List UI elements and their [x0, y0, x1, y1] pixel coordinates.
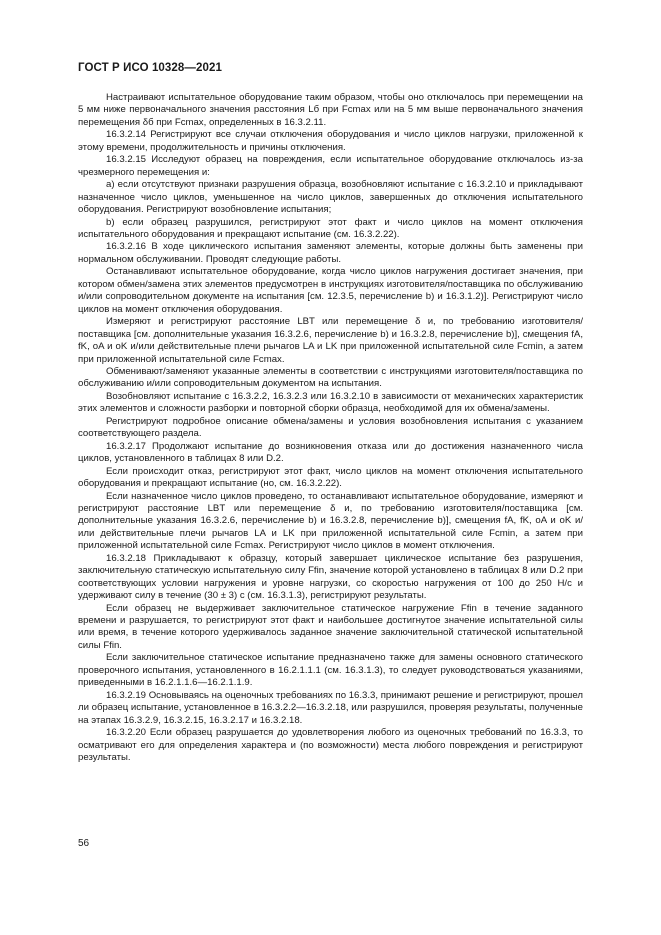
paragraph: а) если отсутствуют признаки разрушения образца, возобновляют испытание с 16.3.2.10 и прикладывают назначенное число циклов, уменьшенное на число циклов, завершенных до отключения испытательного оборудования. Регистрируют возобновление испытания;	[78, 179, 583, 216]
paragraph: Обменивают/заменяют указанные элементы в соответствии с инструкциями изготовителя/поставщика по обслуживанию и/или сопроводительным документом на испытания.	[78, 365, 583, 390]
paragraph: Настраивают испытательное оборудование таким образом, чтобы оно отключалось при перемещении на 5 мм ниже первоначального значения расстояния Lб при Fcmax или на 5 мм выше первоначального значения перемещения δб при Fcmax, определенных в 16.3.2.11.	[78, 92, 583, 128]
paragraph: 16.3.2.15 Исследуют образец на повреждения, если испытательное оборудование отключалось из-за чрезмерного перемещения и:	[78, 154, 583, 178]
paragraph: Возобновляют испытание с 16.3.2.2, 16.3.2.3 или 16.3.2.10 в зависимости от механических характеристик этих элементов и сложности разборки и повторной сборки образца, необходимой для их обмена/замены.	[78, 390, 583, 415]
paragraph: Если назначенное число циклов проведено, то останавливают испытательное оборудование, измеряют и регистрируют расстояние LBT или перемещение δ и, по требованию изготовителя/поставщика [см. дополнительные указания 16.3.2.6, перечисление b) и 16.3.2.8, перечисление b)], смещения fA, fK, oA и oK и/или действительные плечи рычагов LA и LK при приложенной испытательной силе Fcmin, а затем при приложенной испытательной силе Fcmax. Регистрируют число циклов в момент отключения.	[78, 490, 583, 552]
paragraph: Если происходит отказ, регистрируют этот факт, число циклов на момент отключения испытательного оборудования и прекращают испытание (но, см. 16.3.2.22).	[78, 465, 583, 490]
page-number: 56	[78, 838, 90, 849]
paragraph: 16.3.2.18 Прикладывают к образцу, который завершает циклическое испытание без разрушения, заключительную статическую испытательную силу Ffin, значение которой установлено в таблицах 8 или D.2 при соответствующих условии нагружения и уровне нагрузки, со скоростью нагружения от 100 до 250 Н/с и удерживают силу в течение (30 ± 3) с (см. 16.3.1.3), регистрируют результаты.	[78, 552, 583, 602]
document-body	[78, 92, 583, 764]
paragraph: 16.3.2.20 Если образец разрушается до удовлетворения любого из оценочных требований по 16.3.3, то осматривают его для определения характера и (по возможности) места любого повреждения и регистрируют результаты.	[78, 727, 583, 764]
paragraph: 16.3.2.16 В ходе циклического испытания заменяют элементы, которые должны быть заменены при нормальном обслуживании. Проводят следующие работы.	[78, 241, 583, 265]
paragraph: 16.3.2.19 Основываясь на оценочных требованиях по 16.3.3, принимают решение и регистрируют, прошел ли образец испытание, установленное в 16.3.2.2—16.3.2.18, или разрушился, проверяя результаты, полученные на этапах 16.3.2.9, 16.3.2.15, 16.3.2.17 и 16.3.2.18.	[78, 689, 583, 726]
paragraph: Останавливают испытательное оборудование, когда число циклов нагружения достигает значения, при котором обмен/замена этих элементов предусмотрен в инструкциях изготовителя/поставщика по обслуживанию и/или сопроводительном документе на испытания [см. 12.3.5, перечисление b) и 16.3.1.2)]. Регистрируют число циклов на момент отключения оборудования.	[78, 266, 583, 315]
paragraph: Если заключительное статическое испытание предназначено также для замены основного статического проверочного испытания, установленного в 16.2.1.1.1 (см. 16.3.1.3), то следует руководствоваться указаниями, приведенными в 16.2.1.1.6—16.2.1.1.9.	[78, 652, 583, 689]
paragraph: b) если образец разрушился, регистрируют этот факт и число циклов на момент отключения испытательного оборудования и прекращают испытание (см. 16.3.2.22).	[78, 216, 583, 240]
paragraph: Измеряют и регистрируют расстояние LBT или перемещение δ и, по требованию изготовителя/поставщика [см. дополнительные указания 16.3.2.6, перечисление b) и 16.3.2.8, перечисление b)], смещения fA, fK, oA и oK и/или действительные плечи рычагов LA и LK при приложенной испытательной силе Fcmin, а затем при приложенной испытательной силе Fcmax.	[78, 316, 583, 365]
paragraph: Если образец не выдерживает заключительное статическое нагружение Ffin в течение заданного времени и разрушается, то регистрируют этот факт и наибольшее достигнутое значение испытательной силы или время, в течение которого удерживалось заданное значение заключительной статической испытательной силы Ffin.	[78, 602, 583, 651]
paragraph: 16.3.2.17 Продолжают испытание до возникновения отказа или до достижения назначенного числа циклов, установленного в таблицах 8 или D.2.	[78, 440, 583, 465]
paragraph: Регистрируют подробное описание обмена/замены и условия возобновления испытания с указанием соответствующего раздела.	[78, 415, 583, 440]
document-header: ГОСТ Р ИСО 10328—2021	[78, 62, 223, 74]
paragraph: 16.3.2.14 Регистрируют все случаи отключения оборудования и число циклов нагрузки, приложенной к этому времени, продолжительность и причины отключения.	[78, 129, 583, 153]
